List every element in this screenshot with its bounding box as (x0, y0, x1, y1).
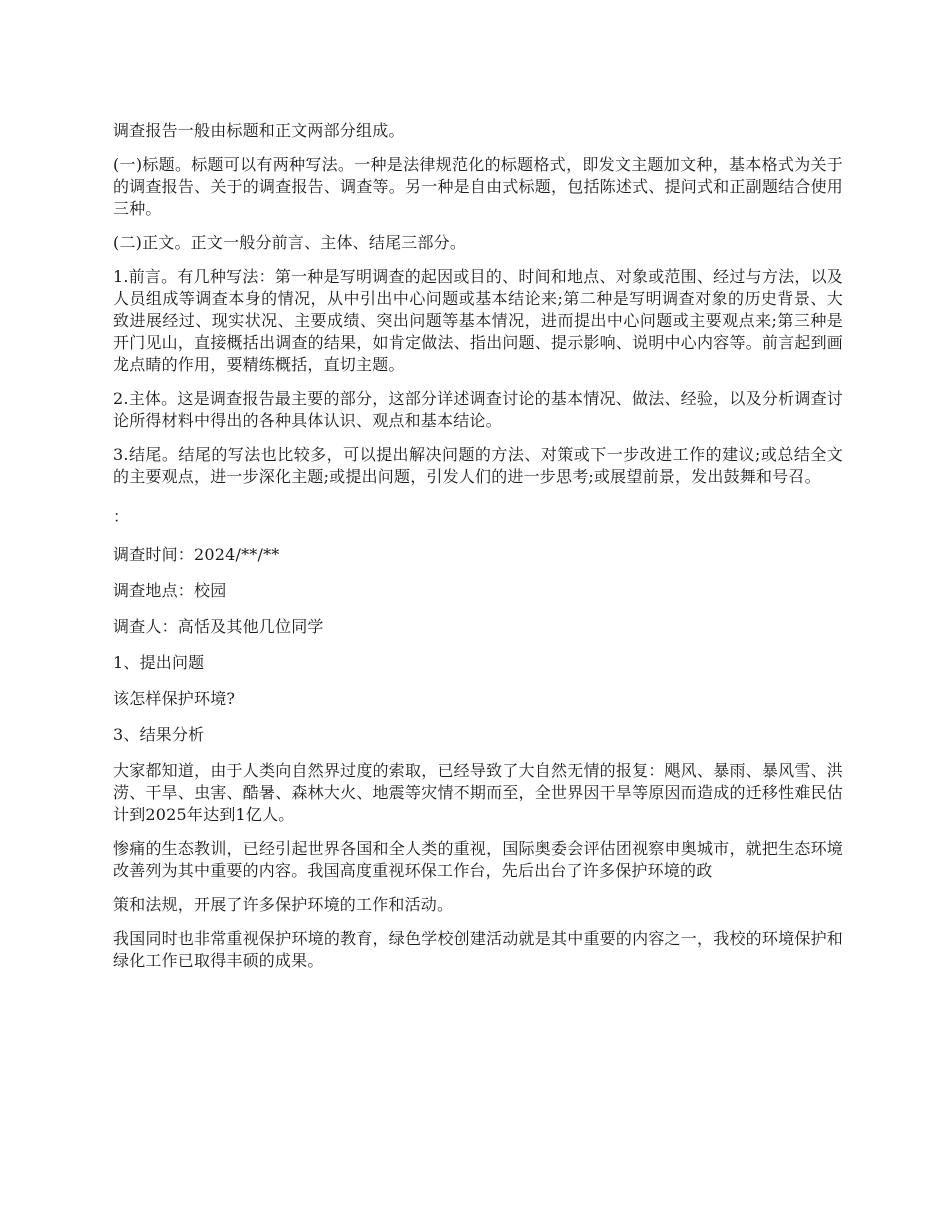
survey-time: 调查时间：2024/**/** (113, 545, 280, 564)
survey-location: 调查地点：校园 (113, 581, 227, 600)
section-raise-question: 1、提出问题 (113, 653, 205, 672)
section-result-analysis: 3、结果分析 (113, 725, 205, 744)
title-section-paragraph: (一)标题。标题可以有两种写法。一种是法律规范化的标题格式，即发文主题加文种，基本格式为关于的调查报告、关于的调查报告、调查等。另一种是自由式标题，包括陈述式、提问式和正副题结合使用三种。 (113, 155, 843, 218)
preface-paragraph: 1.前言。有几种写法：第一种是写明调查的起因或目的、时间和地点、对象或范围、经过与方法，以及人员组成等调查本身的情况，从中引出中心问题或基本结论来;第二种是写明调查对象的历史背景、大致进展经过、现实状况、主要成绩、突出问题等基本情况，进而提出中心问题或主要观点来;第三种是开门见山，直接概括出调查的结果，如肯定做法、指出问题、提示影响、说明中心内容等。前言起到画龙点睛的作用，要精练概括，直切主题。 (113, 267, 843, 374)
analysis-paragraph-4: 我国同时也非常重视保护环境的教育，绿色学校创建活动就是其中重要的内容之一，我校的环境保护和绿化工作已取得丰硕的成果。 (113, 929, 843, 970)
surveyors: 调查人：高恬及其他几位同学 (113, 617, 324, 636)
intro-paragraph: 调查报告一般由标题和正文两部分组成。 (113, 121, 405, 140)
analysis-paragraph-3: 策和法规，开展了许多保护环境的工作和活动。 (113, 895, 454, 914)
body-section-paragraph: (二)正文。正文一般分前言、主体、结尾三部分。 (113, 233, 467, 252)
main-body-paragraph: 2.主体。这是调查报告最主要的部分，这部分详述调查讨论的基本情况、做法、经验，以及分析调查讨论所得材料中得出的各种具体认识、观点和基本结论。 (113, 389, 843, 430)
document-page (113, 120, 843, 984)
ending-paragraph: 3.结尾。结尾的写法也比较多，可以提出解决问题的方法、对策或下一步改进工作的建议;或总结全文的主要观点，进一步深化主题;或提出问题，引发人们的进一步思考;或展望前景，发出鼓舞和号召。 (113, 445, 843, 486)
colon-line: ： (113, 507, 130, 526)
analysis-paragraph-1: 大家都知道，由于人类向自然界过度的索取，已经导致了大自然无情的报复：飓风、暴雨、暴风雪、洪涝、干旱、虫害、酷暑、森林大火、地震等灾情不期而至，全世界因干旱等原因而造成的迁移性难民估计到2025年达到1亿人。 (113, 761, 843, 824)
question-text: 该怎样保护环境? (113, 689, 236, 708)
analysis-paragraph-2: 惨痛的生态教训，已经引起世界各国和全人类的重视，国际奥委会评估团视察申奥城市，就把生态环境改善列为其中重要的内容。我国高度重视环保工作台，先后出台了许多保护环境的政 (113, 839, 843, 880)
